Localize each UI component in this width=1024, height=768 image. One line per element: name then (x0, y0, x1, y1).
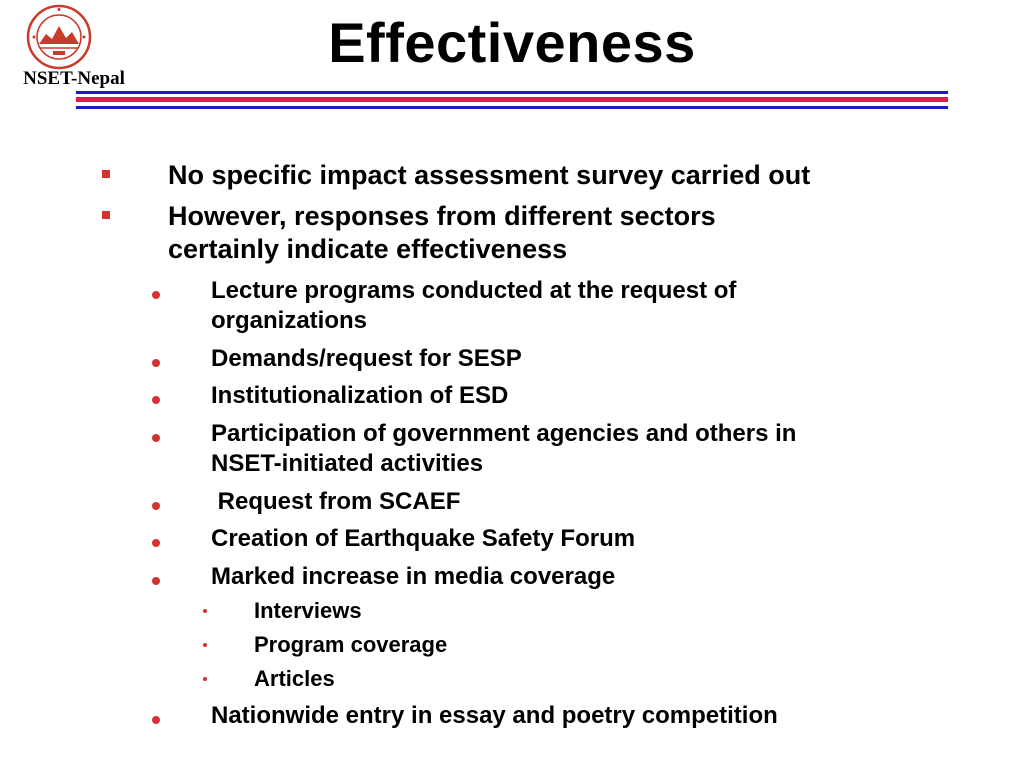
slide-title: Effectiveness (328, 11, 696, 74)
dot-bullet-icon (152, 291, 160, 299)
sub-bullet-item: Request from SCAEF (211, 488, 461, 515)
dot-bullet-icon (152, 396, 160, 404)
sub-bullet-item: Institutionalization of ESD (211, 382, 509, 409)
small-dot-bullet-icon (203, 677, 207, 681)
sub-bullet-item: Demands/request for SESP (211, 345, 522, 372)
bullet-item-continuation: certainly indicate effectiveness (168, 234, 568, 264)
dot-bullet-icon (152, 716, 160, 724)
dot-bullet-icon (152, 577, 160, 585)
dot-bullet-icon (152, 502, 160, 510)
sub-sub-bullet-item: Articles (254, 666, 335, 691)
dot-bullet-icon (152, 359, 160, 367)
sub-sub-bullet-item: Program coverage (254, 632, 448, 657)
sub-bullet-item: Lecture programs conducted at the request of (211, 277, 737, 304)
sub-bullet-item-continuation: organizations (211, 307, 368, 334)
sub-sub-bullet-item: Interviews (254, 598, 362, 623)
dot-bullet-icon (152, 539, 160, 547)
sub-bullet-item: Creation of Earthquake Safety Forum (211, 525, 636, 552)
square-bullet-icon (102, 211, 110, 219)
bullet-item: No specific impact assessment survey carried out (168, 160, 811, 190)
square-bullet-icon (102, 170, 110, 178)
sub-bullet-item-continuation: NSET-initiated activities (211, 450, 484, 477)
bullet-item: However, responses from different sectors (168, 201, 716, 231)
small-dot-bullet-icon (203, 643, 207, 647)
sub-bullet-item: Nationwide entry in essay and poetry competition (211, 702, 778, 729)
sub-bullet-item: Participation of government agencies and others in (211, 420, 797, 447)
small-dot-bullet-icon (203, 609, 207, 613)
sub-bullet-item: Marked increase in media coverage (211, 563, 616, 590)
dot-bullet-icon (152, 434, 160, 442)
org-name: NSET-Nepal (23, 68, 125, 89)
